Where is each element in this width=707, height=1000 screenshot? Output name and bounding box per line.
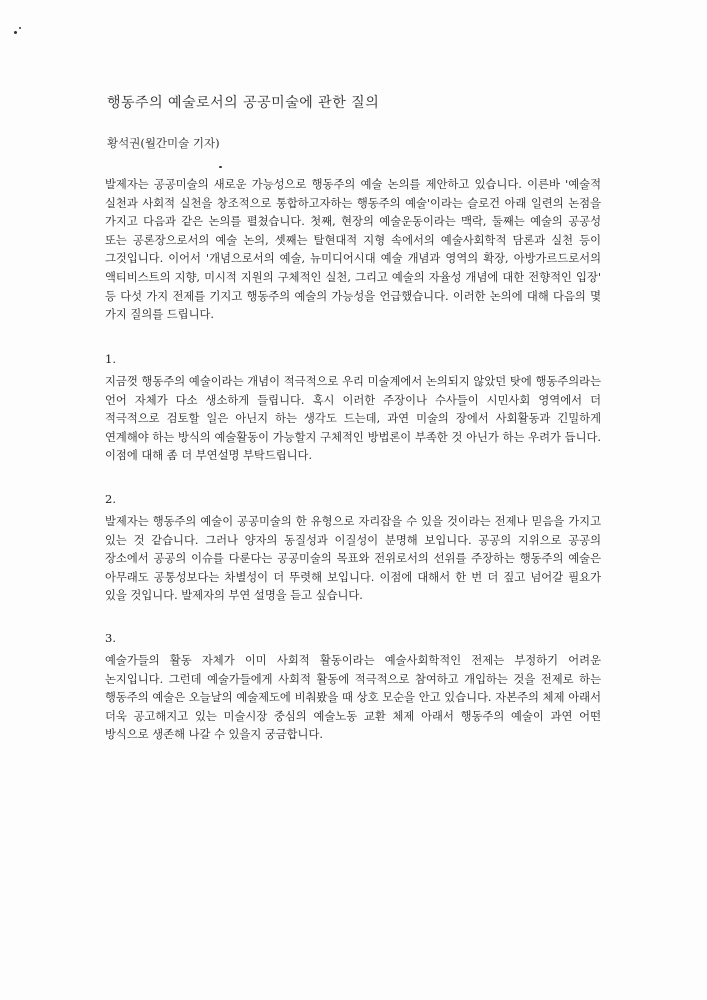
question-paragraph: 예술가들의 활동 자체가 이미 사회적 활동이라는 예술사회학적인 전제는 부정하기 어려운 논지입니다. 그런데 예술가들에게 사회적 활동에 적극적으로 참여하고 개입하는 것을 전제로 하는 행동주의 예술은 오늘날의 예술제도에 비춰봤을 때 상호 모순을 안고 있습니다. 자본주의 체제 아래서 더욱 공고해지고 있는 미술시장 중심의 예술노동 교환 체제 아래서 행동주의 예술이 과연 어떤 방식으로 생존해 나갈 수 있을지 궁금합니다. [105,654,601,742]
scan-speck-mark [219,166,222,168]
scan-speck-mark [14,31,17,34]
question-paragraph: 지금껏 행동주의 예술이라는 개념이 적극적으로 우리 미술계에서 논의되지 않았던 탓에 행동주의라는 언어 자체가 다소 생소하게 들립니다. 혹시 이러한 주장이나 수사들이 시민사회 영역에서 더 적극적으로 검토할 일은 아닌지 하는 생각도 드는데, 과연 미술의 장에서 사회활동과 긴밀하게 연계해야 하는 방식의 예술활동이 가능할지 구체적인 방법론이 부족한 것 아닌가 하는 우려가 듭니다. 이점에 대해 좀 더 부연설명 부탁드립니다. [105,375,601,463]
question-number: 3. [105,631,116,645]
document-title: 행동주의 예술로서의 공공미술에 관한 질의 [107,95,380,111]
intro-paragraph: 발제자는 공공미술의 새로운 가능성으로 행동주의 예술 논의를 제안하고 있습니다. 이른바 '예술적 실천과 사회적 실천을 창조적으로 통합하고자하는 행동주의 예술'이라는 슬로건 아래 일련의 논점을 가지고 다음과 같은 논의를 펼쳤습니다. 첫째, 현장의 예술운동이라는 맥락, 둘째는 예술의 공공성 또는 공론장으로서의 예술 논의, 셋째는 탈현대적 지형 속에서의 예술사회학적 담론과 실천 등이 그것입니다. 이어서 '개념으로서의 예술, 뉴미디어시대 예술 개념과 영역의 확장, 아방가르드로서의 액티비스트의 지향, 미시적 지원의 구체적인 실천, 그리고 예술의 자율성 개념에 대한 전향적인 입장' 등 다섯 가지 전제를 기지고 행동주의 예술의 가능성을 언급했습니다. 이러한 논의에 대해 다음의 몇 가지 질의를 드립니다. [105,178,601,322]
question-number: 2. [105,492,116,506]
author-byline: 황석권(월간미술 기자) [107,136,220,150]
question-number: 1. [105,352,116,366]
question-paragraph: 발제자는 행동주의 예술이 공공미술의 한 유형으로 자리잡을 수 있을 것이라는 전제나 믿음을 가지고 있는 것 같습니다. 그러나 양자의 동질성과 이질성이 분명해 보입니다. 공공의 지위으로 공공의 장소에서 공공의 이슈를 다룬다는 공공미술의 목표와 전위로서의 선위를 주장하는 행동주의 예술은 아무래도 공통성보다는 차별성이 더 뚜렷해 보입니다. 이점에 대해서 한 번 더 짚고 넘어갈 필요가 있을 것입니다. 발제자의 부연 설명을 듣고 싶습니다. [105,515,601,603]
scan-speck-mark [19,27,21,29]
